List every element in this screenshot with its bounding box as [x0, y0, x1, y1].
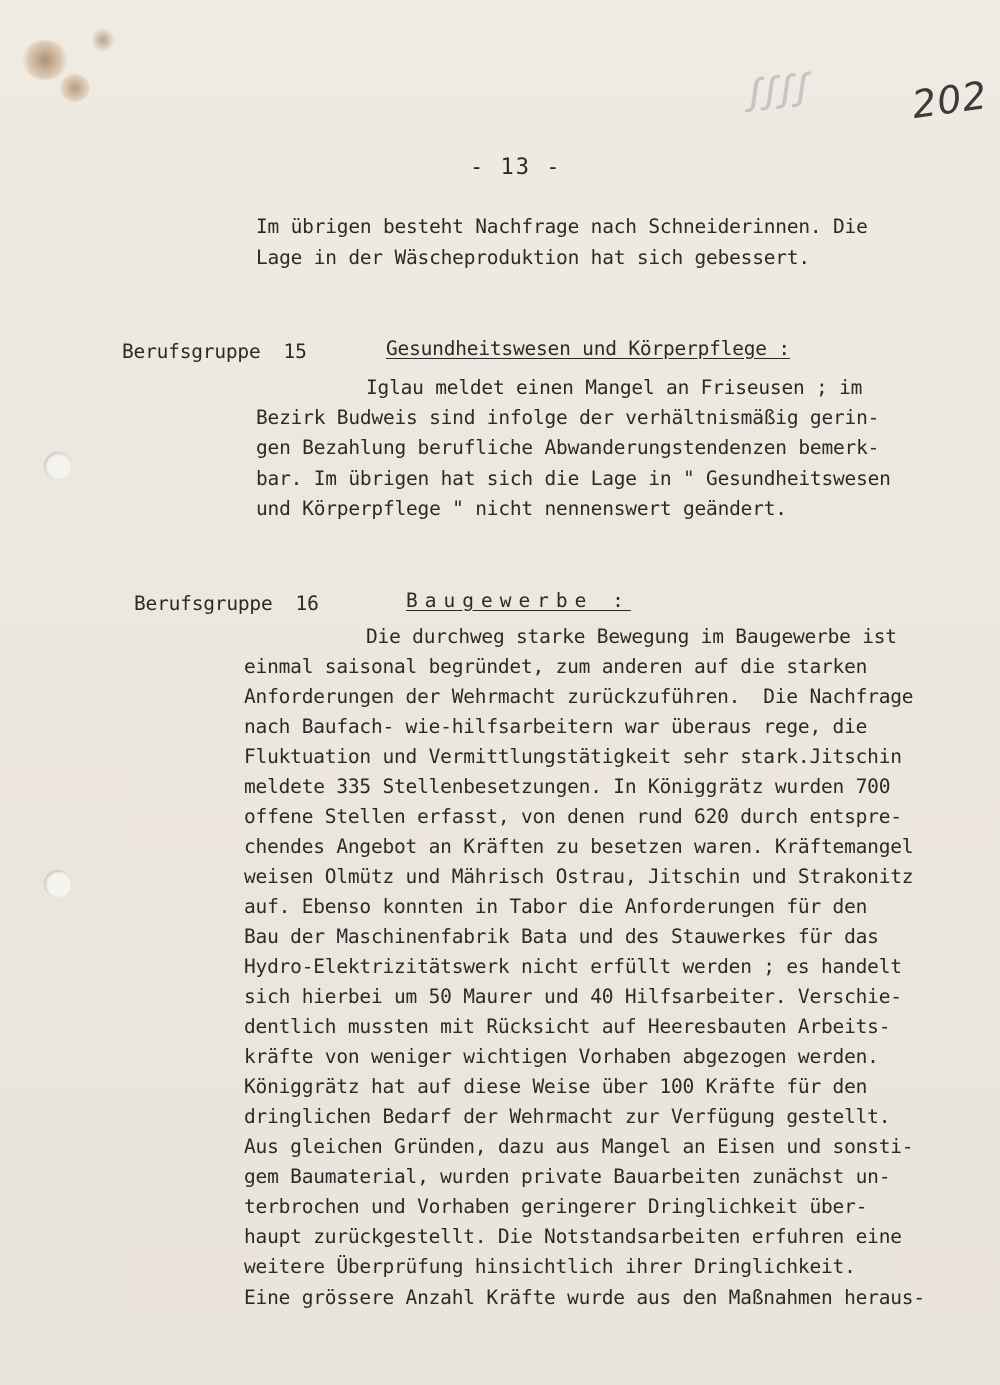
section-line: und Körperpflege " nicht nennenswert geändert. [256, 497, 787, 520]
section-line: bar. Im übrigen hat sich die Lage in " Gesundheitswesen [256, 467, 891, 490]
pencil-scribble: ꭍꭍꭍꭍ [739, 65, 808, 124]
section-line: terbrochen und Vorhaben geringerer Dringlichkeit über- [244, 1195, 868, 1218]
section-line: weitere Überprüfung hinsichtlich ihrer Dringlichkeit. [244, 1255, 856, 1278]
section-line: Hydro-Elektrizitätswerk nicht erfüllt werden ; es handelt [244, 955, 902, 978]
section-group-label: Berufsgruppe 16 [134, 592, 319, 615]
page-number: - 13 - [470, 155, 562, 180]
paper-stain [60, 74, 90, 102]
section-line: kräfte von weniger wichtigen Vorhaben abgezogen werden. [244, 1045, 879, 1068]
section-line: Iglau meldet einen Mangel an Friseusen ; im [366, 376, 863, 399]
paper-stain [22, 40, 68, 80]
section-line: gem Baumaterial, wurden private Bauarbeiten zunächst un- [244, 1165, 891, 1188]
section-line: Aus gleichen Gründen, dazu aus Mangel an Eisen und sonsti- [244, 1135, 914, 1158]
section-line: weisen Olmütz und Mährisch Ostrau, Jitschin und Strakonitz [244, 865, 914, 888]
punch-hole [44, 452, 72, 480]
section-line: sich hierbei um 50 Maurer und 40 Hilfsarbeiter. Verschie- [244, 985, 902, 1008]
intro-line: Im übrigen besteht Nachfrage nach Schneiderinnen. Die [256, 215, 868, 238]
section-line: Die durchweg starke Bewegung im Baugewerbe ist [366, 625, 897, 648]
section-group-label: Berufsgruppe 15 [122, 340, 307, 363]
section-line: Fluktuation und Vermittlungstätigkeit sehr stark.Jitschin [244, 745, 902, 768]
section-line: offene Stellen erfasst, von denen rund 620 durch entspre- [244, 805, 902, 828]
section-line: Bezirk Budweis sind infolge der verhältnismäßig gerin- [256, 406, 880, 429]
section-line: haupt zurückgestellt. Die Notstandsarbeiten erfuhren eine [244, 1225, 902, 1248]
section-line: Königgrätz hat auf diese Weise über 100 Kräfte für den [244, 1075, 868, 1098]
section-line: Eine grössere Anzahl Kräfte wurde aus den Maßnahmen heraus- [244, 1286, 925, 1309]
section-line: nach Baufach- wie-hilfsarbeitern war überaus rege, die [244, 715, 868, 738]
paper-stain [92, 28, 114, 52]
section-line: auf. Ebenso konnten in Tabor die Anforderungen für den [244, 895, 868, 918]
section-heading: Baugewerbe : [406, 589, 631, 612]
section-line: meldete 335 Stellenbesetzungen. In Königgrätz wurden 700 [244, 775, 891, 798]
section-line: Bau der Maschinenfabrik Bata und des Stauwerkes für das [244, 925, 879, 948]
intro-line: Lage in der Wäscheproduktion hat sich gebessert. [256, 246, 810, 269]
section-line: Anforderungen der Wehrmacht zurückzuführen. Die Nachfrage [244, 685, 914, 708]
punch-hole [44, 870, 72, 898]
section-line: chendes Angebot an Kräften zu besetzen waren. Kräftemangel [244, 835, 914, 858]
section-line: dringlichen Bedarf der Wehrmacht zur Verfügung gestellt. [244, 1105, 891, 1128]
section-line: einmal saisonal begründet, zum anderen auf die starken [244, 655, 868, 678]
section-line: dentlich mussten mit Rücksicht auf Heeresbauten Arbeits- [244, 1015, 891, 1038]
section-line: gen Bezahlung berufliche Abwanderungstendenzen bemerk- [256, 436, 880, 459]
section-heading: Gesundheitswesen und Körperpflege : [386, 337, 790, 360]
archive-number: 202 [909, 72, 991, 128]
